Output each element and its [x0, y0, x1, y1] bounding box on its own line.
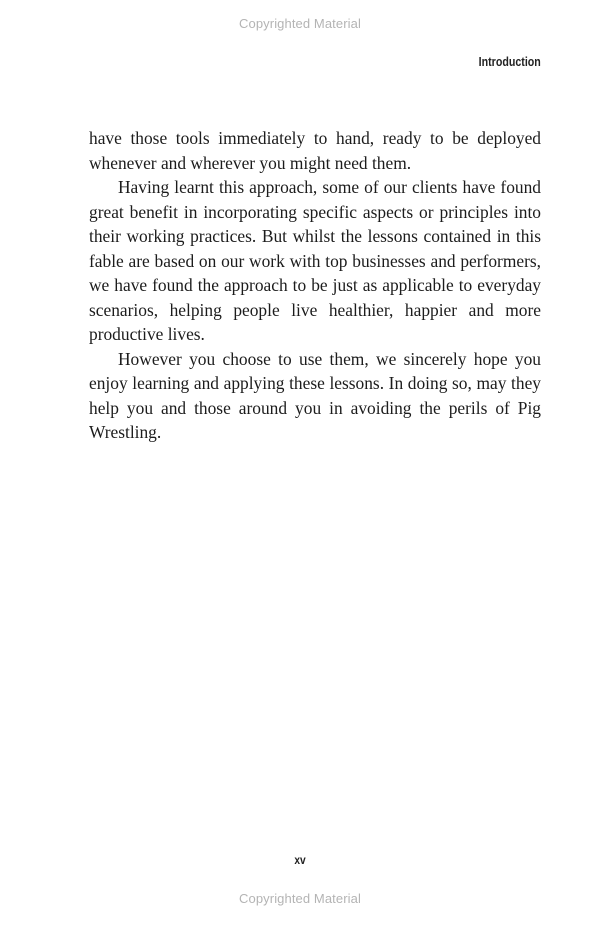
copyright-watermark-top: Copyrighted Material — [239, 16, 361, 31]
paragraph-continued: have those tools immediately to hand, ready to be deployed whenever and wherever you might need them. — [89, 128, 541, 173]
paragraph: However you choose to use them, we sincerely hope you enjoy learning and applying these lessons. In doing so, may they help you and those around you in avoiding the perils of Pig Wrestling. — [89, 348, 541, 442]
copyright-watermark-bottom: Copyrighted Material — [239, 891, 361, 906]
running-head-title: Introduction — [478, 54, 541, 69]
paragraph: Having learnt this approach, some of our clients have found great benefit in incorporating specific aspects or principles into their working practices. But whilst the lessons contained in this fable are based on our work with top businesses and performers, we have found the approach to be just as applicable to everyday scenarios, helping people live healthier, happier and more productive lives. — [89, 177, 541, 344]
body-text — [89, 126, 541, 445]
page-number: xv — [294, 853, 306, 867]
